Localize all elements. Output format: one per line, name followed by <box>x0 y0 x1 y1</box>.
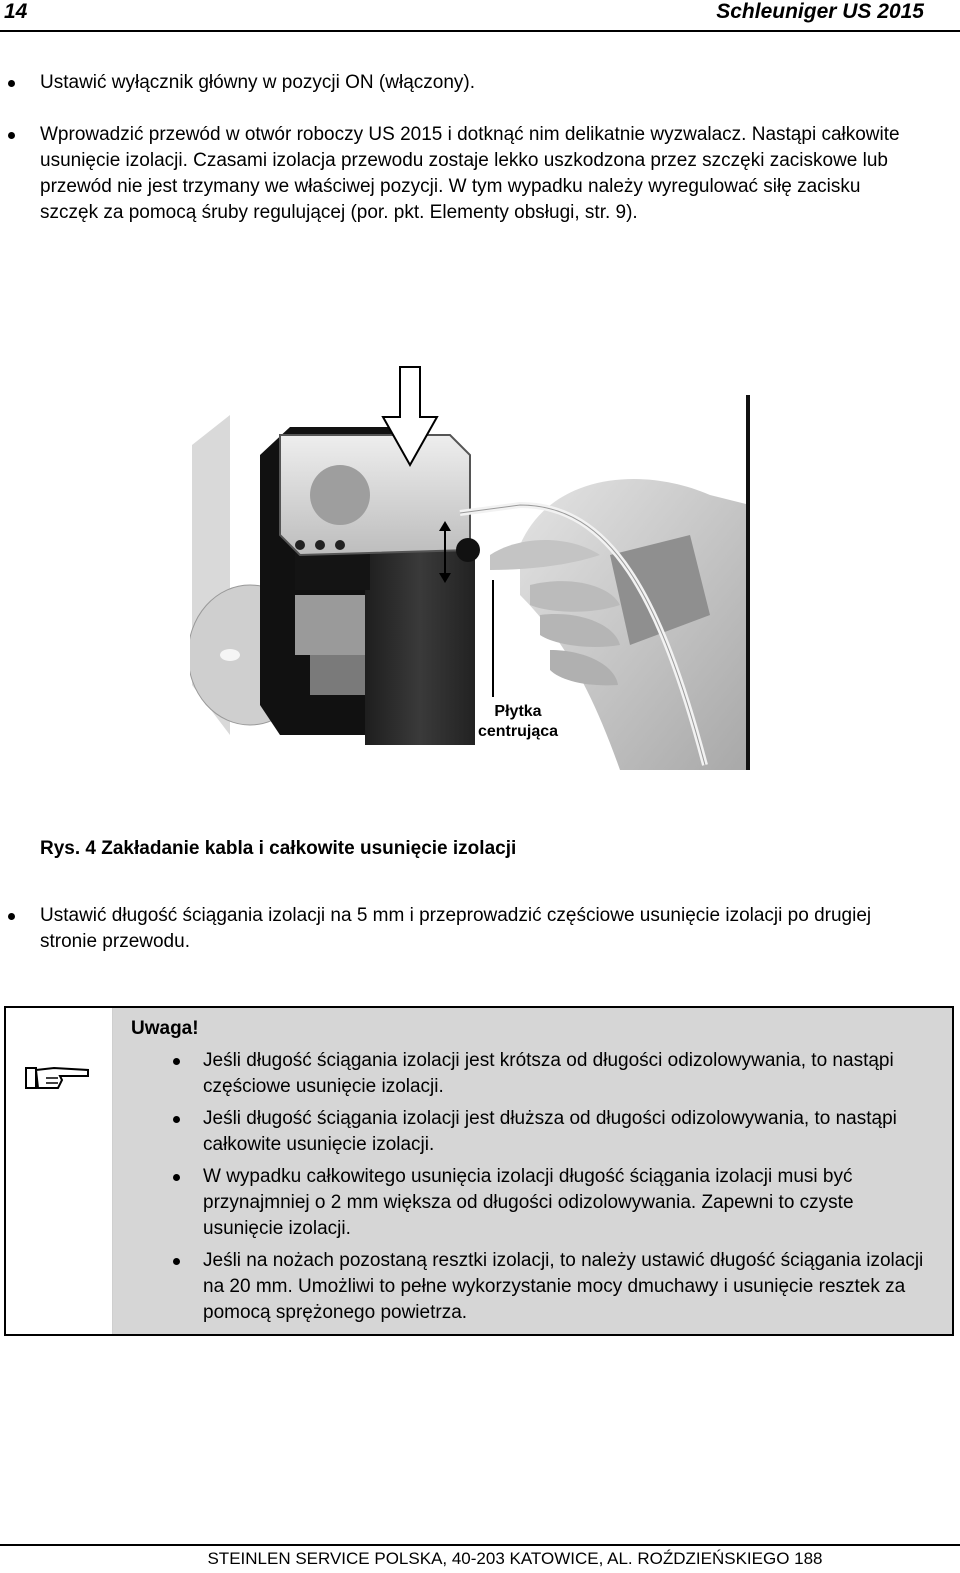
figure-label-line2: centrująca <box>477 723 559 740</box>
bullet-text: Ustawić wyłącznik główny w pozycji ON (włączony). <box>40 72 475 93</box>
figure-wire-stripping <box>190 355 760 770</box>
bullet-dot <box>173 1116 180 1123</box>
list-item <box>113 1248 952 1326</box>
page-footer <box>0 1544 960 1573</box>
bullet-text: Wprowadzić przewód w otwór roboczy US 2015 i dotknąć nim delikatnie wyzwalacz. Nastąpi całkowite usunięcie izolacji. Czasami izolacja przewodu zostaje lekko uszkodzona przez szczęki zaciskowe lub przewód nie jest trzymany we właściwej pozycji. W tym wypadku należy wyregulować siłę zacisku szczęk za pomocą śruby regulującej (por. pkt. Elementy obsługi, str. 9). <box>40 124 900 223</box>
bullet-dot <box>8 80 15 87</box>
note-icon-column <box>6 1008 113 1334</box>
note-list <box>113 1048 952 1326</box>
figure-caption: Rys. 4 Zakładanie kabla i całkowite usunięcie izolacji <box>40 838 517 859</box>
pointing-hand-icon <box>24 1058 94 1098</box>
note-item-text: Jeśli na nożach pozostaną resztki izolacji, to należy ustawić długość ściągania izolacji na 20 mm. Umożliwi to pełne wykorzystanie mocy dmuchawy i usunięcie resztek za pomocą sprężonego powietrza. <box>203 1250 924 1323</box>
mid-bullet-list <box>0 903 960 955</box>
bullet-dot <box>173 1174 180 1181</box>
note-title: Uwaga! <box>131 1018 199 1039</box>
list-item <box>113 1106 952 1158</box>
page-header <box>0 0 960 32</box>
footer-text: STEINLEN SERVICE POLSKA, 40-203 KATOWICE, AL. ROŹDZIEŃSKIEGO 188 <box>207 1549 823 1568</box>
bullet-text: Ustawić długość ściągania izolacji na 5 mm i przeprowadzić częściowe usunięcie izolacji po drugiej stronie przewodu. <box>40 905 872 952</box>
list-item <box>0 903 960 955</box>
page-number: 14 <box>4 0 28 23</box>
figure-label <box>458 702 578 742</box>
list-item <box>113 1164 952 1242</box>
note-content <box>113 1008 952 1334</box>
list-item <box>0 122 960 226</box>
top-bullet-list <box>0 70 960 226</box>
bullet-dot <box>173 1258 180 1265</box>
note-item-text: Jeśli długość ściągania izolacji jest krótsza od długości odizolowywania, to nastąpi częściowe usunięcie izolacji. <box>203 1050 894 1097</box>
note-item-text: Jeśli długość ściągania izolacji jest dłuższa od długości odizolowywania, to nastąpi całkowite usunięcie izolacji. <box>203 1108 897 1155</box>
list-item <box>0 70 960 96</box>
note-item-text: W wypadku całkowitego usunięcia izolacji długość ściągania izolacji musi być przynajmniej o 2 mm większa od długości odizolowywania. Zapewni to czyste usunięcie izolacji. <box>203 1166 854 1239</box>
header-title: Schleuniger US 2015 <box>716 0 924 23</box>
bullet-dot <box>8 913 15 920</box>
figure-label-line1: Płytka <box>494 703 542 720</box>
bullet-dot <box>173 1058 180 1065</box>
note-box <box>4 1006 954 1336</box>
bullet-dot <box>8 132 15 139</box>
list-item <box>113 1048 952 1100</box>
